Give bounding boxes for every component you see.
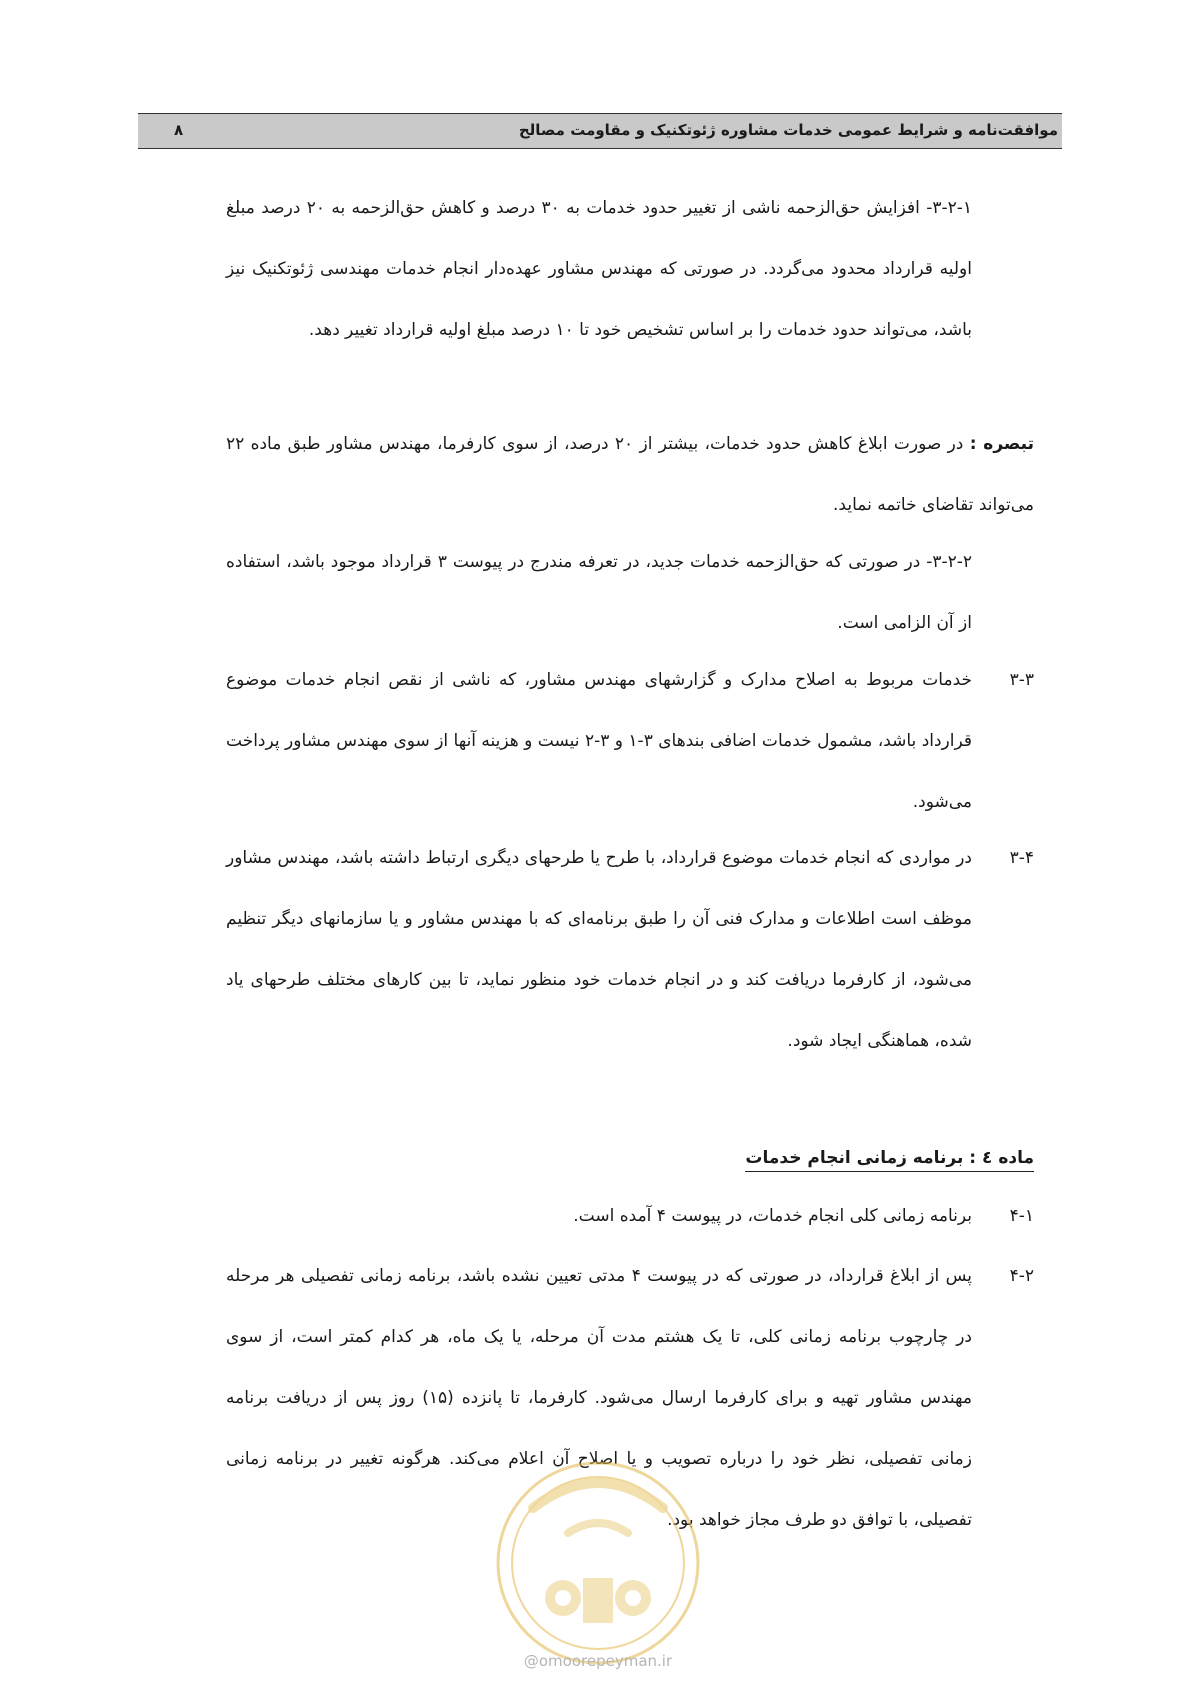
clause-text: خدمات مربوط به اصلاح مدارک و گزارشهای مهندس مشاور، که ناشی از نقص انجام خدمات موضوع قرارداد باشد، مشمول خدمات اضافی بندهای ۳-۱ و ۳-۲ نیست و هزینه آنها از سوی مهندس مشاور پرداخت می‌شود. bbox=[226, 670, 972, 812]
clause-text: پس از ابلاغ قرارداد، در صورتی که در پیوست ۴ مدتی تعیین نشده باشد، برنامه زمانی تفصیلی هر مرحله در چارچوب برنامه زمانی کلی، تا یک هشتم مدت آن مرحله، یا یک ماه، هر کدام کمتر است، از سوی مهندس مشاور تهیه و برای کارفرما ارسال می‌شود. کارفرما، تا پانزده (۱۵) روز پس از دریافت برنامه زمانی تفصیلی، نظر خود را درباره تصویب و یا اصلاح آن اعلام می‌کند. هرگونه تغییر در برنامه زمانی تفصیلی، با توافق دو طرف مجاز خواهد بود. bbox=[226, 1266, 972, 1530]
page-number: ۸ bbox=[174, 121, 184, 139]
clause-number: ۴-۱ bbox=[1009, 1206, 1034, 1226]
page-header bbox=[138, 113, 1062, 149]
clause-text: در مواردی که انجام خدمات موضوع قرارداد، با طرح یا طرحهای دیگری ارتباط داشته باشد، مهندس مشاور موظف است اطلاعات و مدارک فنی آن را طبق برنامه‌ای که با مهندس مشاور و یا سازمانهای دیگر تنظیم می‌شود، از کارفرما دریافت کند و در انجام خدمات خود منظور نماید، تا بین کارهای مختلف طرحهای یاد شده، هماهنگی ایجاد شود. bbox=[226, 848, 972, 1051]
note-text: در صورت ابلاغ کاهش حدود خدمات، بیشتر از ۲۰ درصد، از سوی کارفرما، مهندس مشاور طبق ماده ۲۲ می‌تواند تقاضای خاتمه نماید. bbox=[226, 434, 1034, 515]
clause-3-2-1: ۳-۲-۱- افزایش حق‌الزحمه ناشی از تغییر حدود خدمات به ۳۰ درصد و کاهش حق‌الزحمه به ۲۰ درصد مبلغ اولیه قرارداد محدود می‌گردد. در صورتی که مهندس مشاور عهده‌دار انجام خدمات مهندسی ژئوتکنیک نیز باشد، می‌تواند حدود خدمات را بر اساس تشخیص خود تا ۱۰ درصد مبلغ اولیه قرارداد تغییر دهد. bbox=[226, 198, 973, 340]
clause-number: ۴-۲ bbox=[1009, 1266, 1034, 1286]
watermark-url: @omoorepeyman.ir bbox=[523, 1652, 673, 1670]
note-paragraph bbox=[226, 414, 1034, 536]
watermark-logo bbox=[478, 1438, 718, 1678]
clause-3-3 bbox=[226, 650, 1034, 833]
clause-3-4 bbox=[226, 828, 1034, 1072]
clause-4-1 bbox=[226, 1186, 1034, 1247]
clause-3-2-2: ۳-۲-۲- در صورتی که حق‌الزحمه خدمات جدید، در تعرفه مندرج در پیوست ۳ قرارداد موجود باشد، استفاده از آن الزامی است. bbox=[226, 552, 973, 633]
header-title: موافقت‌نامه و شرایط عمومی خدمات مشاوره ژئوتکنیک و مقاومت مصالح bbox=[518, 121, 1058, 139]
section-heading: ماده ٤ : برنامه زمانی انجام خدمات bbox=[745, 1148, 1034, 1172]
clause-number: ۳-۴ bbox=[1009, 848, 1034, 868]
note-label: تبصره : bbox=[969, 434, 1034, 454]
clause-number: ۳-۳ bbox=[1009, 670, 1034, 690]
clause-text: برنامه زمانی کلی انجام خدمات، در پیوست ۴ آمده است. bbox=[573, 1206, 972, 1226]
